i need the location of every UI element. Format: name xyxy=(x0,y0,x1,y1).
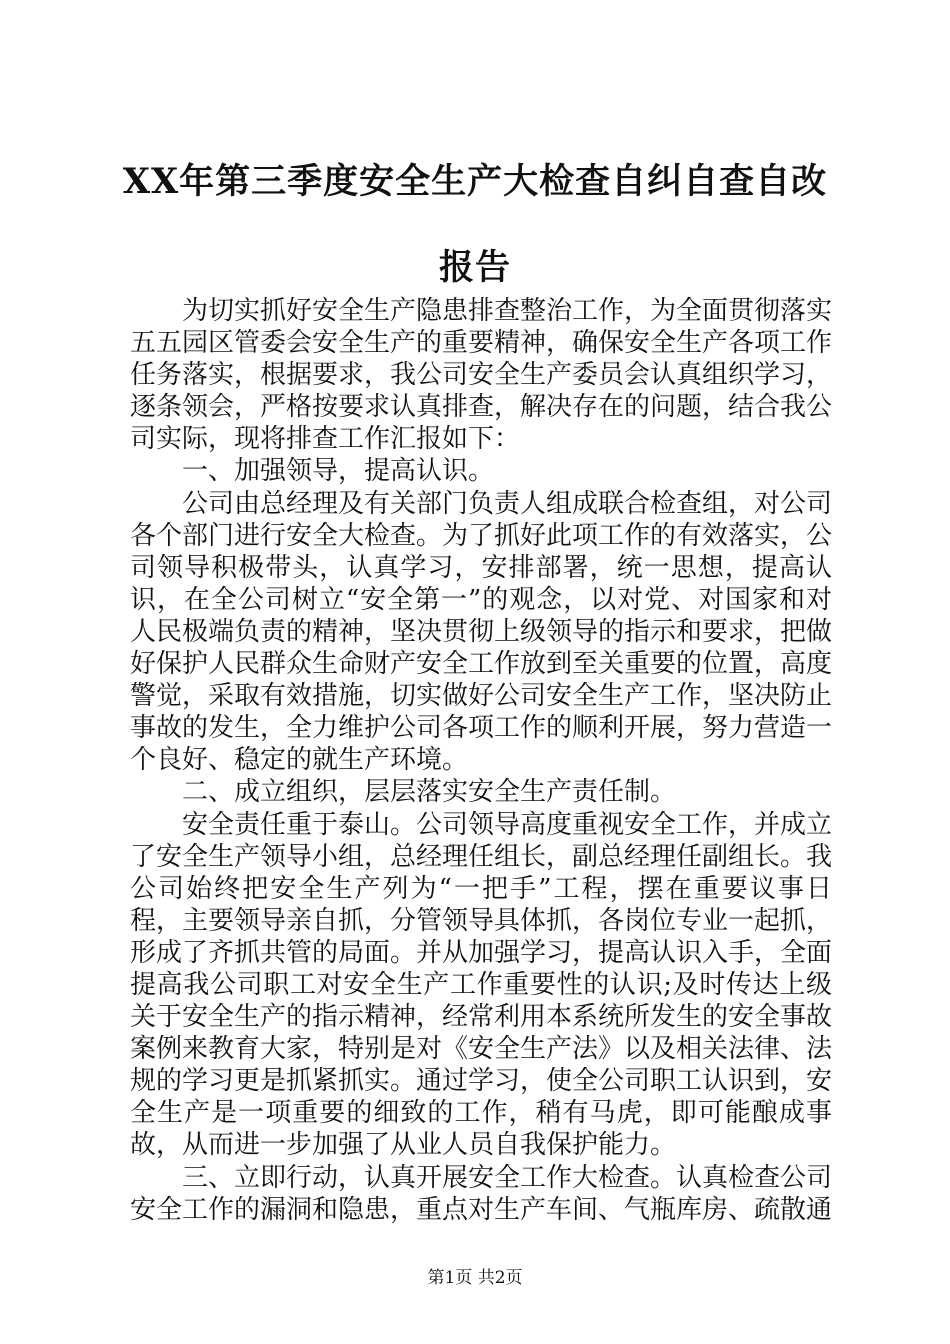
paragraph-section-1: 公司由总经理及有关部门负责人组成联合检查组，对公司各个部门进行安全大检查。为了抓好此项工作的有效落实，公司领导积极带头，认真学习，安排部署，统一思想，提高认识，在全公司树立“安全第一”的观念，以对党、对国家和对人民极端负责的精神，坚决贯彻上级领导的指示和要求，把做好保护人民群众生命财产安全工作放到至关重要的位置，高度警觉，采取有效措施，切实做好公司安全生产工作，坚决防止事故的发生，全力维护公司各项工作的顺利开展，努力营造一个良好、稳定的就生产环境。 xyxy=(130,488,833,776)
document-title-line-1: XX年第三季度安全生产大检查自纠自查自改 xyxy=(122,161,828,202)
section-heading-3: 三、立即行动，认真开展安全工作大检查。认真检查公司安全工作的漏洞和隐患，重点对生产车间、气瓶库房、疏散通 xyxy=(130,1162,833,1225)
paragraph-intro: 为切实抓好安全生产隐患排查整治工作，为全面贯彻落实五五园区管委会安全生产的重要精神，确保安全生产各项工作任务落实，根据要求，我公司安全生产委员会认真组织学习，逐条领会，严格按要求认真排查，解决存在的问题，结合我公司实际，现将排查工作汇报如下： xyxy=(130,296,833,455)
section-heading-1: 一、加强领导，提高认识。 xyxy=(182,456,495,487)
document-title-line-2: 报告 xyxy=(438,247,511,288)
document-body xyxy=(130,295,832,1226)
page-number-footer: 第1页 共2页 xyxy=(427,1268,523,1288)
paragraph-section-2: 安全责任重于泰山。公司领导高度重视安全工作，并成立了安全生产领导小组，总经理任组长，副总经理任副组长。我公司始终把安全生产列为“一把手”工程，摆在重要议事日程，主要领导亲自抓，分管领导具体抓，各岗位专业一起抓，形成了齐抓共管的局面。并从加强学习，提高认识入手，全面提高我公司职工对安全生产工作重要性的认识;及时传达上级关于安全生产的指示精神，经常利用本系统所发生的安全事故案例来教育大家，特别是对《安全生产法》以及相关法律、法规的学习更是抓紧抓实。通过学习，使全公司职工认识到，安全生产是一项重要的细致的工作，稍有马虎，即可能酿成事故，从而进一步加强了从业人员自我保护能力。 xyxy=(130,809,833,1161)
section-heading-2: 二、成立组织，层层落实安全生产责任制。 xyxy=(182,777,677,808)
